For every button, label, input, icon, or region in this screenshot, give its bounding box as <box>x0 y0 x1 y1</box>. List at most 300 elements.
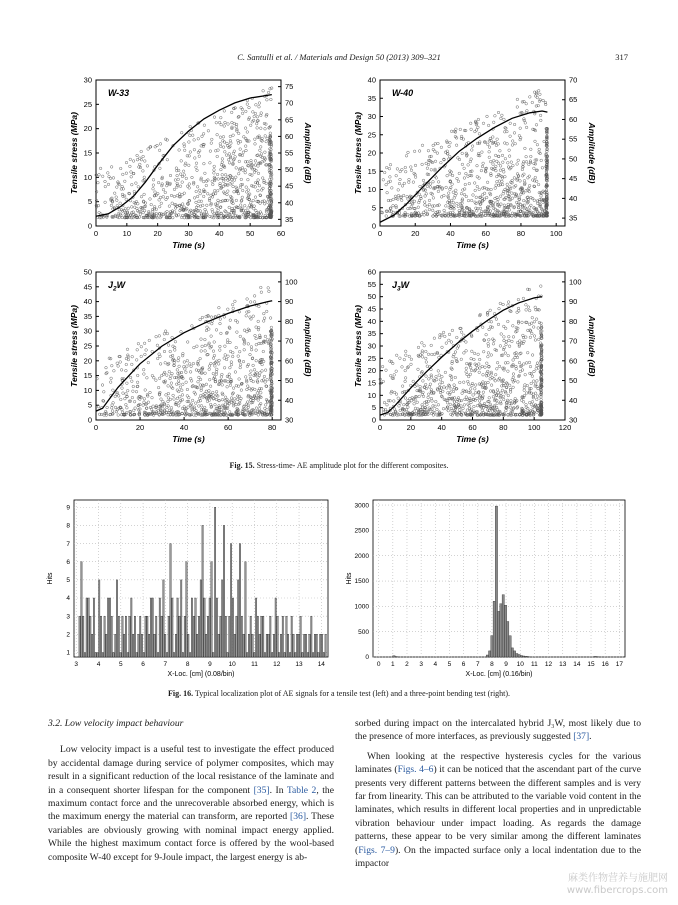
ae-hit <box>401 366 404 369</box>
histogram-bar <box>202 525 203 657</box>
histogram-bar <box>270 616 271 657</box>
reference-link[interactable]: [35] <box>253 784 270 796</box>
ae-hit <box>211 322 214 325</box>
body-text: Low velocity impact is a useful test to investigate the effect produced by accidental damage during service of polymer composites, which may result in a significant reduction of the local resistance of the laminate and in a consequent shorter lifespan for the component <box>48 744 334 796</box>
ae-hit <box>198 155 201 158</box>
ae-hit <box>481 409 484 412</box>
ae-hit <box>266 113 269 116</box>
ae-hit <box>270 326 273 329</box>
section-heading: 3.2. Low velocity impact behaviour <box>48 718 184 729</box>
ae-hit <box>198 189 201 192</box>
ae-hit <box>225 154 228 157</box>
ae-hit <box>458 172 461 175</box>
histogram-bar <box>170 544 171 657</box>
ae-hit <box>441 381 444 384</box>
ae-hit <box>422 380 425 383</box>
x-tick-label: 17 <box>615 661 623 668</box>
reference-link[interactable]: Table 2 <box>286 784 317 796</box>
y-tick-label: 5 <box>87 197 92 207</box>
ae-hit <box>181 181 184 184</box>
histogram-bar <box>289 653 290 658</box>
y-tick-label: 0 <box>87 415 92 425</box>
ae-hit <box>257 165 260 168</box>
x-tick-label: 4 <box>433 661 438 668</box>
ae-hit <box>471 350 474 353</box>
ae-hit <box>119 167 122 170</box>
y-tick-label: 6 <box>66 558 70 566</box>
y-tick-label: 60 <box>367 267 376 277</box>
ae-hit <box>237 139 240 142</box>
ae-hit <box>468 182 471 185</box>
ae-hit <box>473 182 476 185</box>
histogram-bar <box>166 653 167 658</box>
ae-hit <box>159 196 162 199</box>
histogram-bar <box>491 636 493 657</box>
ae-hit <box>524 122 527 125</box>
ae-hit <box>155 412 158 415</box>
ae-hit <box>524 147 527 150</box>
ae-hit <box>162 400 165 403</box>
ae-hit <box>109 177 112 180</box>
y-axis-title: Hits <box>346 572 353 585</box>
histogram-bar <box>239 544 240 657</box>
ae-hit <box>245 186 248 189</box>
ae-hit <box>133 214 136 217</box>
ae-hit <box>413 403 416 406</box>
histogram-bar <box>312 653 313 658</box>
ae-hit <box>502 348 505 351</box>
ae-hit <box>194 402 197 405</box>
y2-tick-label: 70 <box>569 75 578 85</box>
y-axis-title: Tensile stress (MPa) <box>69 112 79 194</box>
ae-hit <box>398 182 401 185</box>
ae-hit <box>450 130 453 133</box>
ae-hit <box>240 389 243 392</box>
ae-hit <box>385 183 388 186</box>
ae-hit <box>206 193 209 196</box>
ae-hit <box>443 209 446 212</box>
figure-15-stress-amplitude-plots <box>0 70 678 455</box>
ae-hit <box>127 355 130 358</box>
ae-hit <box>404 170 407 173</box>
ae-hit <box>528 175 531 178</box>
ae-hit <box>507 166 510 169</box>
ae-hit <box>428 203 431 206</box>
ae-hit <box>530 148 533 151</box>
ae-hit <box>150 203 153 206</box>
ae-hit <box>193 346 196 349</box>
ae-hit <box>173 195 176 198</box>
histogram-bar <box>182 653 183 658</box>
ae-hit <box>270 98 273 101</box>
histogram-bar <box>395 657 397 658</box>
x-tick-label: 5 <box>447 661 452 668</box>
ae-hit <box>535 124 538 127</box>
x-tick-label: 13 <box>559 661 567 668</box>
histogram-bar <box>91 634 92 657</box>
ae-hit <box>215 398 218 401</box>
ae-hit <box>413 200 416 203</box>
y2-tick-label: 70 <box>569 336 578 346</box>
ae-hit <box>227 123 230 126</box>
ae-hit <box>210 362 213 365</box>
ae-hit <box>498 307 501 310</box>
panel-label <box>108 280 127 293</box>
ae-hit <box>528 323 531 326</box>
ae-hit <box>418 395 421 398</box>
histogram-bar <box>186 562 187 657</box>
ae-hit <box>505 409 508 412</box>
ae-hit <box>219 345 222 348</box>
ae-hit <box>490 371 493 374</box>
ae-hit <box>147 361 150 364</box>
ae-hit <box>496 160 499 163</box>
ae-hit <box>184 368 187 371</box>
ae-hit <box>488 339 491 342</box>
x-tick-label: 2 <box>405 661 409 668</box>
ae-hit <box>456 360 459 363</box>
ae-hit <box>482 374 485 377</box>
ae-hit <box>410 166 413 169</box>
ae-hit <box>481 326 484 329</box>
histogram-bar <box>213 653 214 658</box>
ae-hit <box>208 378 211 381</box>
ae-hit <box>209 385 212 388</box>
histogram-bar <box>152 598 153 657</box>
ae-hit <box>124 397 127 400</box>
ae-hit <box>529 365 532 368</box>
ae-hit <box>136 158 139 161</box>
ae-hit <box>449 142 452 145</box>
ae-hit <box>238 311 241 314</box>
ae-hit <box>496 175 499 178</box>
y2-tick-label: 40 <box>285 198 294 208</box>
panel-W-33 <box>69 76 313 251</box>
ae-hit <box>537 327 540 330</box>
ae-hit <box>228 376 231 379</box>
ae-hit <box>455 128 458 131</box>
ae-hit <box>140 355 143 358</box>
histogram-bar <box>173 653 174 658</box>
ae-hit <box>104 201 107 204</box>
ae-hit <box>478 133 481 136</box>
ae-hit <box>417 206 420 209</box>
x-tick-label: 10 <box>122 229 132 238</box>
ae-hit <box>156 144 159 147</box>
x-tick-label: 0 <box>376 661 381 668</box>
ae-hit <box>163 350 166 353</box>
ae-hit <box>116 362 119 365</box>
ae-hit <box>438 336 441 339</box>
ae-hit <box>202 133 205 136</box>
ae-hit <box>475 207 478 210</box>
ae-hit <box>508 149 511 152</box>
ae-hit <box>227 355 230 358</box>
ae-hit <box>262 350 265 353</box>
ae-hit <box>199 394 202 397</box>
ae-hit <box>181 203 184 206</box>
ae-hit <box>499 169 502 172</box>
histogram-bar <box>250 616 251 657</box>
ae-hit <box>527 306 530 309</box>
ae-hit <box>203 406 206 409</box>
ae-hit <box>501 177 504 180</box>
ae-hit <box>455 192 458 195</box>
histogram-bar <box>84 653 85 658</box>
ae-hit <box>222 136 225 139</box>
y-tick-label: 5 <box>87 400 92 410</box>
ae-hit <box>166 158 169 161</box>
ae-hit <box>530 373 533 376</box>
ae-hit <box>494 154 497 157</box>
ae-hit <box>516 163 519 166</box>
ae-hit <box>496 402 499 405</box>
ae-hit <box>459 409 462 412</box>
y2-tick-label: 100 <box>569 277 582 287</box>
y-tick-label: 0 <box>371 415 376 425</box>
histogram-bar <box>527 657 529 658</box>
ae-hit <box>494 115 497 118</box>
histogram-bar <box>223 525 224 657</box>
ae-hit <box>482 391 485 394</box>
y2-tick-label: 75 <box>285 82 294 92</box>
reference-link[interactable]: Figs. 4–6 <box>397 764 434 776</box>
histogram-bar <box>245 562 246 657</box>
ae-hit <box>195 201 198 204</box>
panel-label-main: J <box>108 280 114 290</box>
x-tick-label: 7 <box>163 661 168 668</box>
ae-hit <box>467 199 470 202</box>
ae-hit <box>158 205 161 208</box>
ae-hit <box>512 325 515 328</box>
ae-hit <box>512 386 515 389</box>
ae-hit <box>246 131 249 134</box>
ae-hit <box>143 401 146 404</box>
ae-hit <box>506 183 509 186</box>
ae-hit <box>488 151 491 154</box>
ae-hit <box>437 370 440 373</box>
ae-hit <box>508 209 511 212</box>
y-tick-label: 15 <box>83 148 92 158</box>
panel-label-main: W-33 <box>108 88 130 98</box>
ae-hit <box>151 374 154 377</box>
ae-hit <box>419 385 422 388</box>
ae-hit <box>158 149 161 152</box>
ae-hit <box>451 360 454 363</box>
body-text: , the maximum contact force and the unrecoverable absorbed energy, which is the maximum energy the material can transform, are reported <box>48 784 334 823</box>
ae-hit <box>152 405 155 408</box>
ae-hit <box>479 141 482 144</box>
ae-hit <box>505 343 508 346</box>
ae-hit <box>124 180 127 183</box>
ae-hit <box>249 124 252 127</box>
ae-hit <box>182 383 185 386</box>
ae-hit <box>257 154 260 157</box>
ae-hit <box>98 174 101 177</box>
ae-hit <box>173 188 176 191</box>
ae-hit <box>216 173 219 176</box>
ae-hit <box>500 402 503 405</box>
ae-hit <box>252 111 255 114</box>
ae-hit <box>243 136 246 139</box>
ae-hit <box>511 212 514 215</box>
ae-hit <box>252 199 255 202</box>
ae-hit <box>244 145 247 148</box>
ae-hit <box>502 168 505 171</box>
ae-hit <box>258 305 261 308</box>
ae-hit <box>423 344 426 347</box>
ae-hit <box>258 106 261 109</box>
reference-link[interactable]: Figs. 7–9 <box>358 844 395 856</box>
ae-hit <box>516 356 519 359</box>
ae-hit <box>250 201 253 204</box>
ae-hit <box>198 405 201 408</box>
y-tick-label: 20 <box>83 356 92 366</box>
ae-hit <box>229 135 232 138</box>
y-tick-label: 2 <box>66 631 70 639</box>
ae-hit <box>164 362 167 365</box>
histogram-bar <box>99 580 100 657</box>
histogram-bar <box>90 616 91 657</box>
ae-hit <box>511 144 514 147</box>
ae-hit <box>121 387 124 390</box>
running-header <box>48 52 630 66</box>
ae-hit <box>203 162 206 165</box>
ae-hit <box>228 411 231 414</box>
ae-hit <box>476 185 479 188</box>
ae-hit <box>496 389 499 392</box>
ae-hit <box>250 184 253 187</box>
ae-hit <box>267 91 270 94</box>
ae-hit <box>186 185 189 188</box>
histogram-bar <box>141 634 142 657</box>
ae-hit <box>143 209 146 212</box>
ae-hit <box>200 177 203 180</box>
ae-hit <box>147 148 150 151</box>
ae-hit <box>422 179 425 182</box>
ae-hit <box>475 196 478 199</box>
ae-hit <box>226 341 229 344</box>
y-tick-label: 15 <box>367 378 376 388</box>
ae-hit <box>509 122 512 125</box>
ae-hit <box>460 358 463 361</box>
ae-hit <box>251 174 254 177</box>
x-tick-label: 1 <box>391 661 395 668</box>
ae-hit <box>255 122 258 125</box>
y-tick-label: 2500 <box>354 527 369 535</box>
ae-hit <box>507 162 510 165</box>
ae-hit <box>112 412 115 415</box>
ae-hit <box>213 341 216 344</box>
ae-hit <box>455 357 458 360</box>
ae-hit <box>180 160 183 163</box>
ae-hit <box>438 204 441 207</box>
y2-tick-label: 35 <box>285 214 294 224</box>
ae-hit <box>125 161 128 164</box>
figure-16-label: Fig. 16. <box>167 689 194 698</box>
histogram-bar <box>493 601 495 657</box>
ae-hit <box>434 160 437 163</box>
ae-hit <box>502 398 505 401</box>
y2-tick-label: 45 <box>569 174 578 184</box>
ae-hit <box>495 169 498 172</box>
ae-hit <box>479 207 482 210</box>
ae-hit <box>110 377 113 380</box>
ae-hit <box>506 187 509 190</box>
reference-link[interactable]: [37] <box>573 731 590 743</box>
ae-hit <box>188 363 191 366</box>
ae-hit <box>223 110 226 113</box>
amplitude-hit-cloud <box>96 286 274 416</box>
ae-hit <box>180 131 183 134</box>
figure-16-caption <box>40 689 638 698</box>
ae-hit <box>481 165 484 168</box>
ae-hit <box>204 372 207 375</box>
ae-hit <box>223 367 226 370</box>
ae-hit <box>248 310 251 313</box>
ae-hit <box>131 363 134 366</box>
ae-hit <box>261 200 264 203</box>
reference-link[interactable]: [36] <box>290 811 307 823</box>
histogram-bar <box>79 616 80 657</box>
ae-hit <box>441 346 444 349</box>
ae-hit <box>154 191 157 194</box>
ae-hit <box>179 185 182 188</box>
y-axis-title: Tensile stress (MPa) <box>69 305 79 387</box>
x-tick-label: 11 <box>251 661 258 668</box>
ae-hit <box>140 195 143 198</box>
ae-hit <box>530 204 533 207</box>
ae-hit <box>242 408 245 411</box>
ae-hit <box>534 176 537 179</box>
ae-hit <box>210 194 213 197</box>
ae-hit <box>470 199 473 202</box>
y-tick-label: 20 <box>367 366 376 376</box>
histogram-bar <box>305 634 306 657</box>
x-tick-label: 120 <box>558 423 572 432</box>
ae-hit <box>520 365 523 368</box>
ae-hit <box>507 370 510 373</box>
ae-hit <box>185 177 188 180</box>
ae-hit <box>471 149 474 152</box>
ae-hit <box>418 193 421 196</box>
histogram-bar <box>247 653 248 658</box>
ae-hit <box>230 397 233 400</box>
ae-hit <box>260 153 263 156</box>
ae-hit <box>244 376 247 379</box>
ae-hit <box>385 369 388 372</box>
x-tick-label: 12 <box>273 661 281 668</box>
ae-hit <box>199 192 202 195</box>
histogram-bar <box>594 656 596 657</box>
ae-hit <box>215 329 218 332</box>
ae-hit <box>132 390 135 393</box>
ae-hit <box>490 384 493 387</box>
histogram-bar <box>287 634 288 657</box>
ae-hit <box>147 401 150 404</box>
ae-hit <box>474 384 477 387</box>
histogram-bar <box>179 616 180 657</box>
ae-hit <box>535 105 538 108</box>
ae-hit <box>130 171 133 174</box>
ae-hit <box>262 320 265 323</box>
ae-hit <box>486 143 489 146</box>
ae-hit <box>111 410 114 413</box>
ae-hit <box>134 206 137 209</box>
histogram-bar <box>163 580 164 657</box>
ae-hit <box>486 362 489 365</box>
ae-hit <box>149 391 152 394</box>
